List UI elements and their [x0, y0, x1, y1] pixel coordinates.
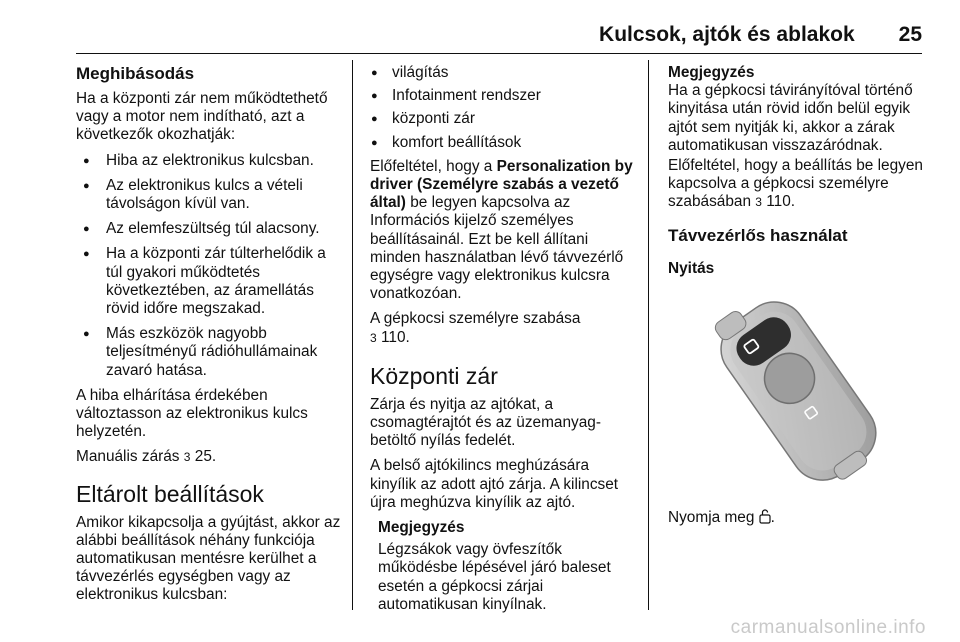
- ref-arrow-icon: 3: [183, 450, 191, 465]
- note-title: Megjegyzés: [378, 519, 465, 537]
- prerequisite-text: [370, 158, 638, 304]
- personalization-ref: [370, 310, 638, 346]
- relock-page[interactable]: 110.: [766, 193, 796, 211]
- section-heading-stored: Eltárolt beállítások: [76, 480, 264, 507]
- personalization-text: A gépkocsi személyre szabása: [370, 310, 581, 328]
- fault-intro: Ha a központi zár nem működtethető vagy a motor nem indítható, azt a következők okozhatják:: [76, 90, 328, 144]
- prereq-a: Előfeltétel, hogy a: [370, 157, 493, 175]
- key-fob-image: [712, 284, 882, 494]
- header-rule: [76, 53, 922, 54]
- note-airbag: [378, 519, 638, 614]
- column-3: [668, 64, 930, 534]
- list-item: ● Ha a központi zár túlterhelődik a túl gyakori működtetés következtében, az áramellátás rövid időre megszakad.: [76, 245, 342, 318]
- watermark: carmanualsonline.info: [730, 617, 926, 638]
- relock-prereq-text: Előfeltétel, hogy a beállítás be legyen kapcsolva a gépkocsi személyre szabásában: [668, 157, 923, 211]
- manual-lock-ref: [76, 448, 342, 466]
- press-text: Nyomja meg: [668, 509, 755, 527]
- note-relock-prereq: [668, 157, 930, 212]
- header-title: Kulcsok, ajtók és ablakok: [599, 23, 855, 46]
- list-item: ● világítás: [370, 64, 638, 82]
- personalization-page[interactable]: 110.: [380, 328, 410, 346]
- list-item: ● Infotainment rendszer: [370, 87, 638, 105]
- subheading-unlock: Nyitás: [668, 259, 715, 277]
- central-lock-p1: Zárja és nyitja az ajtókat, a csomagtérajtót és az üzemanyag-betöltő nyílás fedelét.: [370, 395, 601, 450]
- prereq-setting: Personalization by driver (Személyre szabás a vezető által): [370, 157, 633, 212]
- section-heading-central-lock: Központi zár: [370, 362, 498, 389]
- press-end: .: [770, 509, 775, 527]
- column-2: [370, 64, 638, 614]
- note-text: Légzsákok vagy övfeszítők működésbe lépésével járó baleset esetén a gépkocsi zárjai automatikusan kinyílnak.: [378, 541, 611, 613]
- page-header: [76, 22, 922, 48]
- manual-lock-text: Manuális zárás: [76, 448, 180, 466]
- list-item: ● komfort beállítások: [370, 134, 638, 152]
- remote-key-illustration: [712, 284, 930, 499]
- manual-lock-page[interactable]: 25.: [194, 448, 217, 466]
- page-number: 25: [898, 23, 922, 46]
- prereq-b: be legyen kapcsolva az Információs kijelző személyes beállításainál. Ezt be kell állítani minden használatban lévő távvezérlő egységre vagy elektronikus kulcsra vonatkozóan.: [370, 194, 624, 303]
- stored-text: Amikor kikapcsolja a gyújtást, akkor az alábbi beállítások néhány funkciója automatikusan mentésre kerülhet a távvezérlés egységben vagy az elektronikus kulcsban:: [76, 513, 341, 604]
- list-item: ● központi zár: [370, 110, 638, 128]
- fault-list: [76, 152, 342, 380]
- stored-list: [370, 64, 638, 152]
- note-relock-text: Ha a gépkocsi távirányítóval történő kinyitása után rövid időn belül egyik ajtót sem nyitják ki, akkor a zárak automatikusan visszazáródnak.: [668, 82, 913, 154]
- fault-fix: A hiba elhárítása érdekében változtasson az elektronikus kulcs helyzetén.: [76, 386, 308, 441]
- section-heading-fault: Meghibásodás: [76, 64, 195, 83]
- column-1: [76, 64, 342, 612]
- ref-arrow-icon: 3: [755, 195, 762, 210]
- list-item: ● Hiba az elektronikus kulcsban.: [76, 152, 342, 170]
- section-heading-remote: Távvezérlős használat: [668, 225, 848, 245]
- column-divider-1: [352, 60, 353, 610]
- ref-arrow-icon: 3: [370, 330, 377, 345]
- unlock-icon: [759, 509, 771, 524]
- central-lock-p2: A belső ajtókilincs meghúzására kinyílik az adott ajtó zárja. A kilincset újra meghúzva kinyílik az ajtó.: [370, 457, 619, 511]
- press-instruction: [668, 509, 930, 527]
- list-item: ● Más eszközök nagyobb teljesítményű rádióhullámainak zavaró hatása.: [76, 325, 342, 380]
- note-title: Megjegyzés: [668, 64, 755, 81]
- column-divider-2: [648, 60, 649, 610]
- list-item: ● Az elemfeszültség túl alacsony.: [76, 220, 342, 238]
- list-item: ● Az elektronikus kulcs a vételi távolságon kívül van.: [76, 177, 342, 213]
